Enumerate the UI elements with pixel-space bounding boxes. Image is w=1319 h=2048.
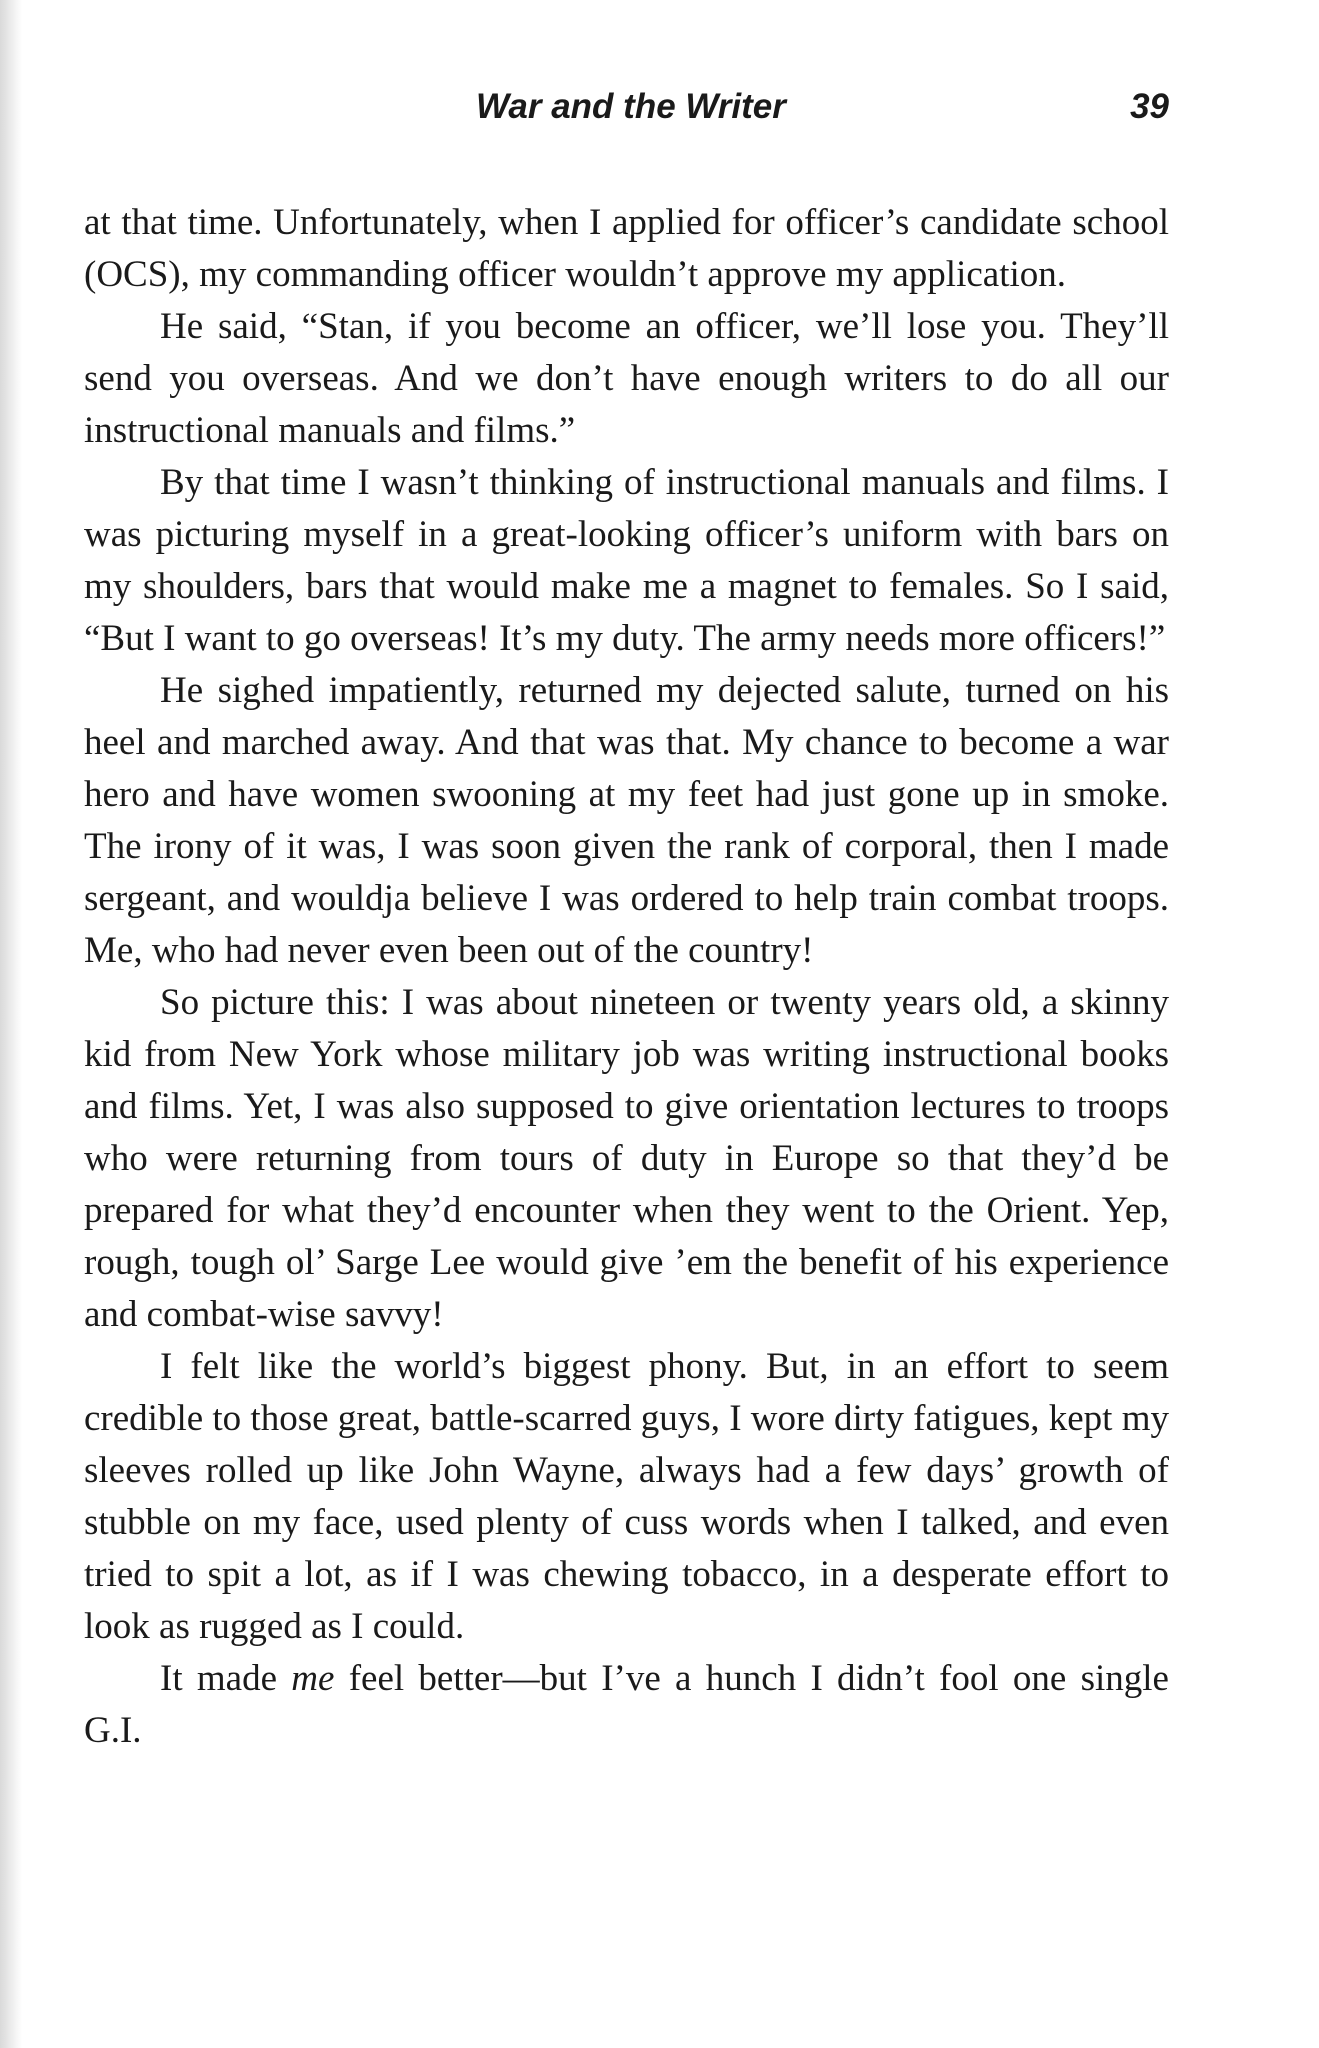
paragraph: He said, “Stan, if you become an officer, we’ll lose you. They’ll send you overseas. And we don’t have enough writers to do all our instructional manuals and films.” [84, 306, 1169, 451]
paragraph: So picture this: I was about nineteen or twenty years old, a skinny kid from New York whose military job was writing instructional books and films. Yet, I was also supposed to give orientation lectures to troops who were returning from tours of duty in Europe so that they’d be prepared for what they’d encounter when they went to the Orient. Yep, rough, tough ol’ Sarge Lee would give ’em the benefit of his experience and combat-wise savvy! [84, 982, 1169, 1335]
page-gutter-shadow [0, 0, 22, 2048]
paragraph-text: feel better—but I’ve a hunch I didn’t fool one single G.I. [84, 1658, 1169, 1751]
paragraph: I felt like the world’s biggest phony. But, in an effort to seem credible to those great, battle-scarred guys, I wore dirty fatigues, kept my sleeves rolled up like John Wayne, always had a few days’ growth of stubble on my face, used plenty of cuss words when I talked, and even tried to spit a lot, as if I was chewing tobacco, in a desperate effort to look as rugged as I could. [84, 1346, 1169, 1647]
running-head-title: War and the Writer [476, 87, 786, 126]
paragraph: By that time I wasn’t thinking of instructional manuals and films. I was picturing myself in a great-looking officer’s uniform with bars on my shoulders, bars that would make me a magnet to females. So I said, “But I want to go overseas! It’s my duty. The army needs more officers!” [84, 462, 1169, 659]
paragraph-continued: at that time. Unfortunately, when I applied for officer’s candidate school (OCS), my commanding officer wouldn’t approve my application. [84, 202, 1169, 295]
page-number: 39 [1130, 87, 1169, 126]
running-head [84, 82, 1169, 132]
body-text [84, 197, 1169, 1757]
paragraph: He sighed impatiently, returned my dejected salute, turned on his heel and marched away. And that was that. My chance to become a war hero and have women swooning at my feet had just gone up in smoke. The irony of it was, I was soon given the rank of corporal, then I made sergeant, and wouldja believe I was ordered to help train combat troops. Me, who had never even been out of the country! [84, 670, 1169, 971]
paragraph-final [84, 1653, 1169, 1757]
paragraph-text: It made [160, 1658, 292, 1699]
emphasized-word: me [291, 1658, 335, 1699]
